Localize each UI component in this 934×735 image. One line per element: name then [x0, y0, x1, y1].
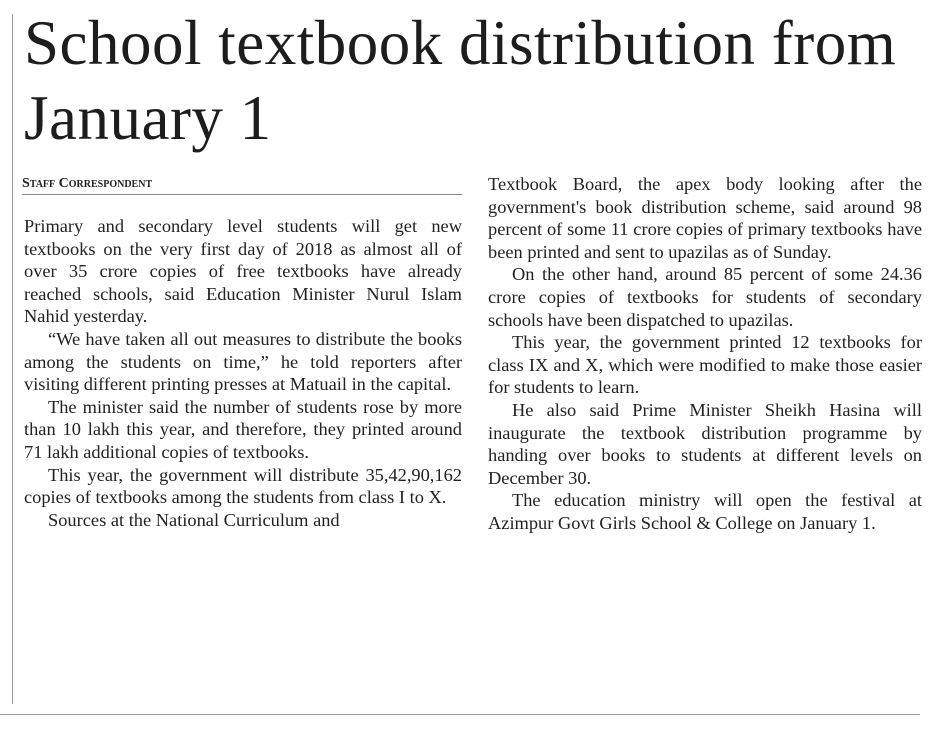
column-rule-left [12, 14, 13, 704]
article-paragraph: This year, the government printed 12 textbooks for class IX and X, which were modified to make those easier for students to learn. [488, 332, 922, 398]
article-paragraph: On the other hand, around 85 percent of some 24.36 crore copies of textbooks for students of secondary schools have been dispatched to upazilas. [488, 264, 922, 330]
article-paragraph-continued: Textbook Board, the apex body looking after the government's book distribution scheme, said around 98 percent of some 11 crore copies of primary textbooks have been printed and sent to upazilas as of Sunday. [488, 174, 922, 262]
article-paragraph: The minister said the number of students rose by more than 10 lakh this year, and therefore, they printed around 71 lakh additional copies of textbooks. [24, 396, 462, 462]
bottom-rule [0, 714, 920, 715]
article-paragraph: Primary and secondary level students will get new textbooks on the very first day of 2018 as almost all of over 35 crore copies of free textbooks have already reached schools, said Education Minister Nurul Islam Nahid yesterday. [24, 216, 462, 327]
headline: School textbook distribution from January 1 [24, 8, 897, 153]
article-paragraph: The education ministry will open the festival at Azimpur Govt Girls School & College on January 1. [488, 490, 922, 533]
article-column-left [24, 215, 462, 531]
byline: Staff Correspondent [22, 176, 462, 195]
article-paragraph: He also said Prime Minister Sheikh Hasina will inaugurate the textbook distribution programme by handing over books to students at different levels on December 30. [488, 399, 922, 488]
article-column-right [488, 173, 922, 535]
article-paragraph: This year, the government will distribute 35,42,90,162 copies of textbooks among the students from class I to X. [24, 464, 462, 508]
article-paragraph: Sources at the National Curriculum and [48, 509, 340, 530]
article-paragraph: “We have taken all out measures to distribute the books among the students on time,” he told reporters after visiting different printing presses at Matuail in the capital. [24, 328, 462, 395]
